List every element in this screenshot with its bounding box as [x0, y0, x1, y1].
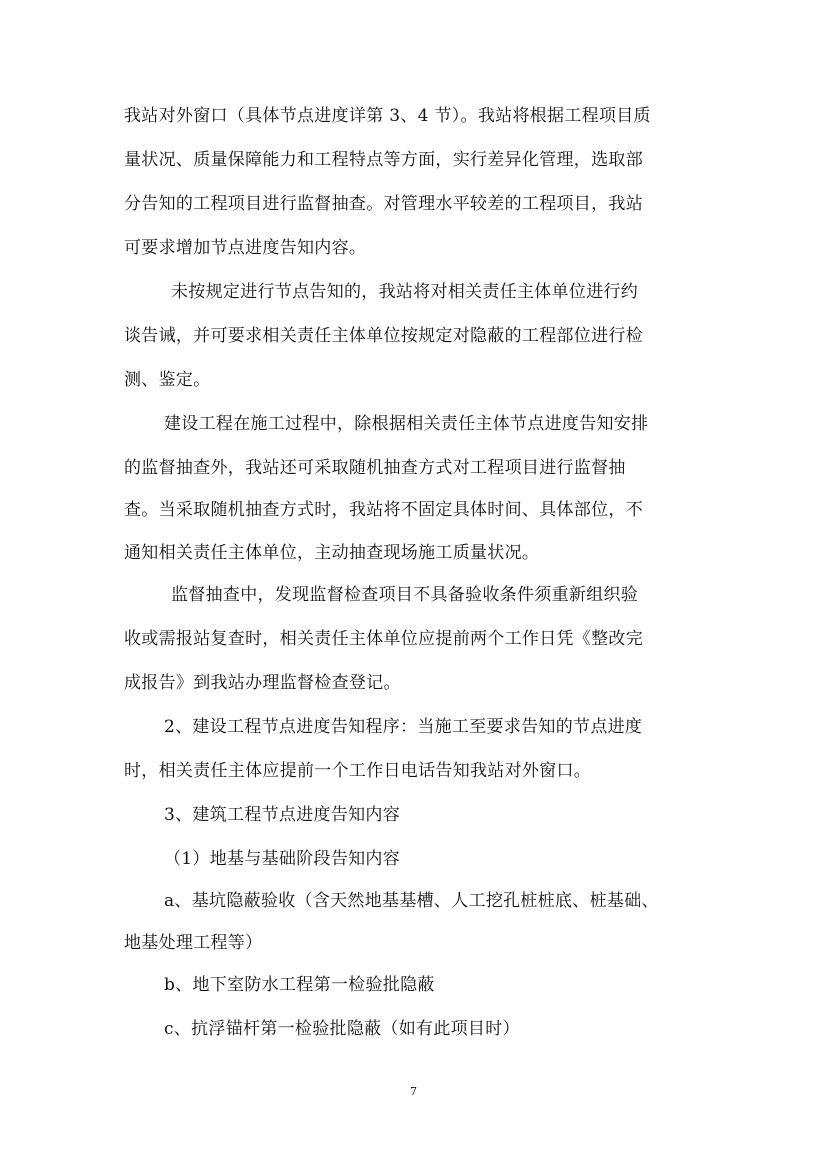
text-line: 分告知的工程项目进行监督抽查。对管理水平较差的工程项目，我站 [124, 194, 643, 214]
text-line: （1）地基与基础阶段告知内容 [164, 849, 401, 869]
text-line: 量状况、质量保障能力和工程特点等方面，实行差异化管理，选取部 [124, 150, 643, 170]
text-line: 3、建筑工程节点进度告知内容 [164, 805, 401, 825]
text-line: 2、建设工程节点进度告知程序：当施工至要求告知的节点进度 [164, 717, 643, 737]
text-line: 建设工程在施工过程中，除根据相关责任主体节点进度告知安排 [164, 414, 649, 434]
text-line: 查。当采取随机抽查方式时，我站将不固定具体时间、具体部位，不 [124, 500, 643, 520]
text-line: a、基坑隐蔽验收（含天然地基基槽、人工挖孔桩桩底、桩基础、 [164, 891, 659, 911]
text-line: 可要求增加节点进度告知内容。 [124, 238, 367, 258]
text-line: 未按规定进行节点告知的，我站将对相关责任主体单位进行约 [171, 282, 639, 302]
text-line: 监督抽查中，发现监督检查项目不具备验收条件须重新组织验 [171, 585, 639, 605]
text-line: 谈告诫，并可要求相关责任主体单位按规定对隐蔽的工程部位进行检 [124, 326, 643, 346]
text-line: 时，相关责任主体应提前一个工作日电话告知我站对外窗口。 [124, 761, 592, 781]
text-line: 我站对外窗口（具体节点进度详第 3、4 节）。我站将根据工程项目质 [124, 106, 651, 126]
text-line: 地基处理工程等） [124, 933, 263, 953]
page-number: 7 [410, 1085, 417, 1098]
text-line: 成报告》到我站办理监督检查登记。 [124, 673, 401, 693]
text-line: 通知相关责任主体单位，主动抽查现场施工质量状况。 [124, 543, 540, 563]
text-line: 收或需报站复查时，相关责任主体单位应提前两个工作日凭《整改完 [124, 629, 643, 649]
text-line: b、地下室防水工程第一检验批隐蔽 [164, 975, 435, 995]
text-line: 的监督抽查外，我站还可采取随机抽查方式对工程项目进行监督抽 [124, 458, 626, 478]
text-line: 测、鉴定。 [124, 370, 211, 390]
text-line: c、抗浮锚杆第一检验批隐蔽（如有此项目时） [164, 1019, 520, 1039]
